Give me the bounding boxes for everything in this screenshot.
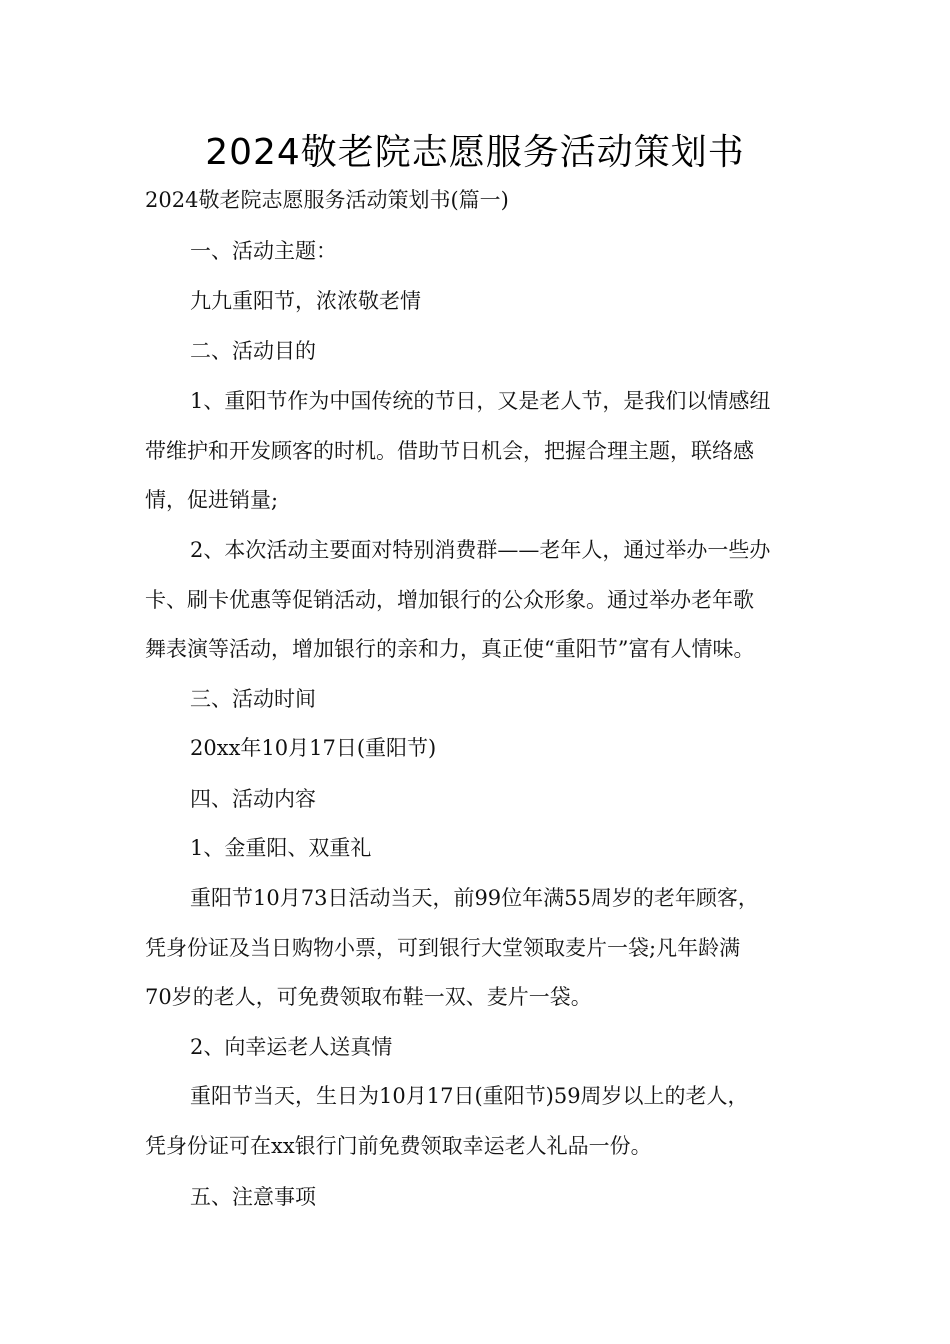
- notice-heading: 五、注意事项: [190, 1185, 316, 1209]
- document-subtitle: 2024敬老院志愿服务活动策划书(篇一): [145, 188, 509, 212]
- paragraph-line: 带维护和开发顾客的时机。借助节日机会，把握合理主题，联络感: [145, 439, 754, 463]
- paragraph-line: 2、本次活动主要面对特别消费群——老年人，通过举办一些办: [190, 538, 771, 562]
- document-title: 2024敬老院志愿服务活动策划书: [205, 132, 745, 173]
- paragraph-line: 凭身份证及当日购物小票，可到银行大堂领取麦片一袋;凡年龄满: [145, 936, 741, 960]
- theme-heading: 一、活动主题：: [190, 239, 337, 263]
- paragraph-line: 70岁的老人，可免费领取布鞋一双、麦片一袋。: [145, 985, 592, 1009]
- content-2-heading: 2、向幸运老人送真情: [190, 1035, 393, 1059]
- paragraph-line: 舞表演等活动，增加银行的亲和力，真正使“重阳节”富有人情味。: [145, 637, 755, 661]
- content-1-heading: 1、金重阳、双重礼: [190, 836, 372, 860]
- content-heading: 四、活动内容: [190, 787, 316, 811]
- paragraph-line: 1、重阳节作为中国传统的节日，又是老人节，是我们以情感纽: [190, 389, 771, 413]
- paragraph-line: 卡、刷卡优惠等促销活动，增加银行的公众形象。通过举办老年歌: [145, 588, 754, 612]
- time-heading: 三、活动时间: [190, 687, 316, 711]
- paragraph-line: 凭身份证可在xx银行门前免费领取幸运老人礼品一份。: [145, 1134, 652, 1158]
- time-text: 20xx年10月17日(重阳节): [190, 736, 437, 760]
- goal-heading: 二、活动目的: [190, 339, 316, 363]
- paragraph-line: 重阳节当天，生日为10月17日(重阳节)59周岁以上的老人，: [190, 1084, 749, 1108]
- paragraph-line: 重阳节10月73日活动当天，前99位年满55周岁的老年顾客，: [190, 886, 759, 910]
- theme-text: 九九重阳节，浓浓敬老情: [190, 289, 421, 313]
- paragraph-line: 情，促进销量;: [145, 488, 279, 512]
